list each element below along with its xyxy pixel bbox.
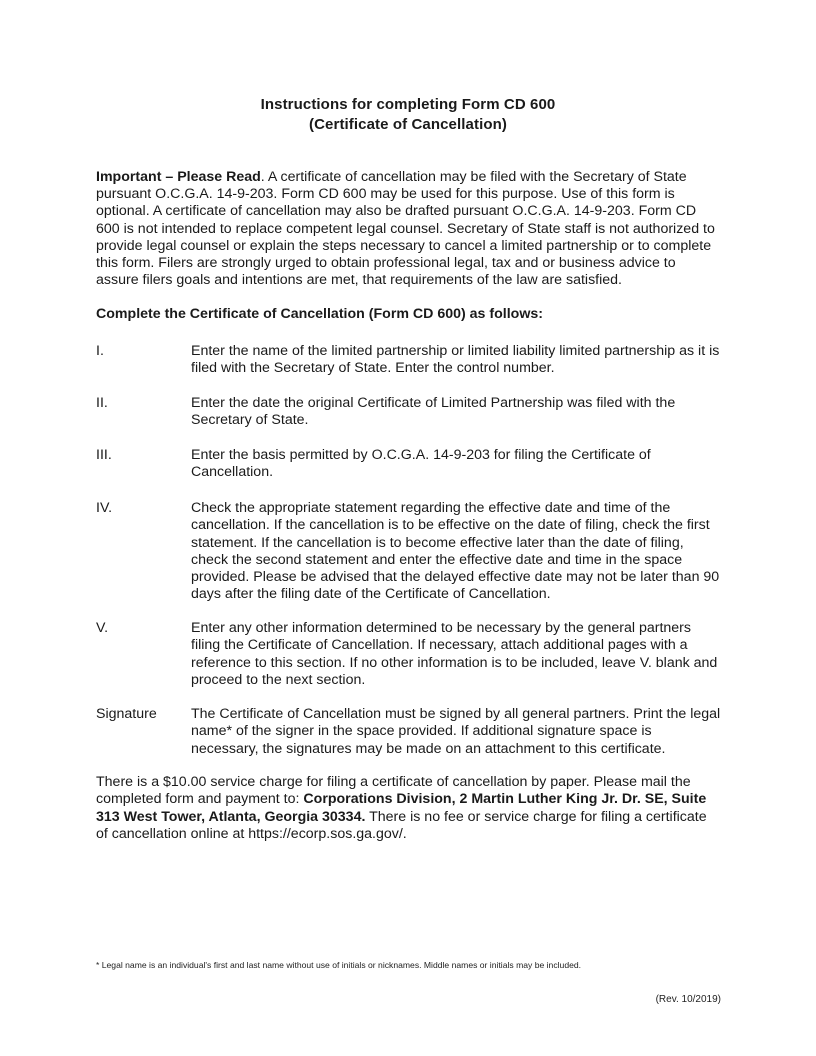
item-number: Signature: [96, 706, 157, 722]
title-line-2: (Certificate of Cancellation): [309, 116, 507, 133]
instruction-item-1: [96, 343, 722, 379]
item-number: V.: [96, 620, 109, 636]
intro-body: . A certificate of cancellation may be filed with the Secretary of State pursuant O.C.G.A. 14-9-203. Form CD 600 may be used for this purpose. Use of this form is optional. A certificate of cancellation may also be drafted pursuant O.C.G.A. 14-9-203. Form CD 600 is not intended to replace competent legal counsel. Secretary of State staff is not authorized to provide legal counsel or explain the steps necessary to cancel a limited partnership or to complete this form. Filers are strongly urged to obtain professional legal, tax and or business advice to assure filers goals and intentions are met, that requirements of the law are satisfied.: [96, 169, 715, 289]
instructions-heading: Complete the Certificate of Cancellation (Form CD 600) as follows:: [96, 306, 543, 322]
item-number: III.: [96, 447, 112, 463]
item-text: Enter the basis permitted by O.C.G.A. 14-9-203 for filing the Certificate of Cancellation.: [191, 447, 651, 481]
item-text: Check the appropriate statement regarding the effective date and time of the cancellation. If the cancellation is to be effective on the date of filing, check the first statement. If the cancellation is to become effective later than the date of filing, check the second statement and enter the effective date and time in the space provided. Please be advised that the delayed effective date may not be later than 90 days after the filing date of the Certificate of Cancellation.: [191, 500, 720, 603]
instruction-item-2: [96, 395, 722, 431]
item-text: Enter the name of the limited partnership or limited liability limited partnership as it is filed with the Secretary of State. Enter the control number.: [191, 343, 720, 377]
instruction-item-3: [96, 447, 722, 483]
footnote: * Legal name is an individual's first and last name without use of initials or nicknames. Middle names or initials may be included.: [96, 960, 582, 970]
intro-lead: Important – Please Read: [96, 169, 261, 185]
item-number: II.: [96, 395, 108, 411]
instruction-item-4: [96, 500, 722, 605]
instruction-item-5: [96, 620, 722, 690]
item-text: The Certificate of Cancellation must be signed by all general partners. Print the legal name* of the signer in the space provided. If additional signature space is necessary, the signatures may be made on an attachment to this certificate.: [191, 706, 721, 757]
title-line-1: Instructions for completing Form CD 600: [260, 96, 556, 113]
mailing-address: Corporations Division, 2 Martin Luther King Jr. Dr. SE, Suite 313 West Tower, Atlanta, Georgia 30334.: [96, 791, 707, 825]
revision-label: (Rev. 10/2019): [655, 994, 721, 1005]
item-number: IV.: [96, 500, 113, 516]
intro-paragraph: [96, 169, 722, 289]
item-text: Enter the date the original Certificate of Limited Partnership was filed with the Secretary of State.: [191, 395, 676, 429]
fee-paragraph: [96, 774, 722, 843]
fee-text-after: There is no fee or service charge for filing a certificate of cancellation online at https://ecorp.sos.ga.gov/.: [96, 808, 707, 842]
fee-text-before: There is a $10.00 service charge for filing a certificate of cancellation by paper. Please mail the completed form and payment to:: [96, 774, 691, 808]
item-text: Enter any other information determined to be necessary by the general partners filing the Certificate of Cancellation. If necessary, attach additional pages with a reference to this section. If no other information is to be included, leave V. blank and proceed to the next section.: [191, 620, 718, 688]
document-title: [0, 95, 816, 135]
item-number: I.: [96, 343, 104, 359]
instruction-item-signature: [96, 706, 722, 760]
